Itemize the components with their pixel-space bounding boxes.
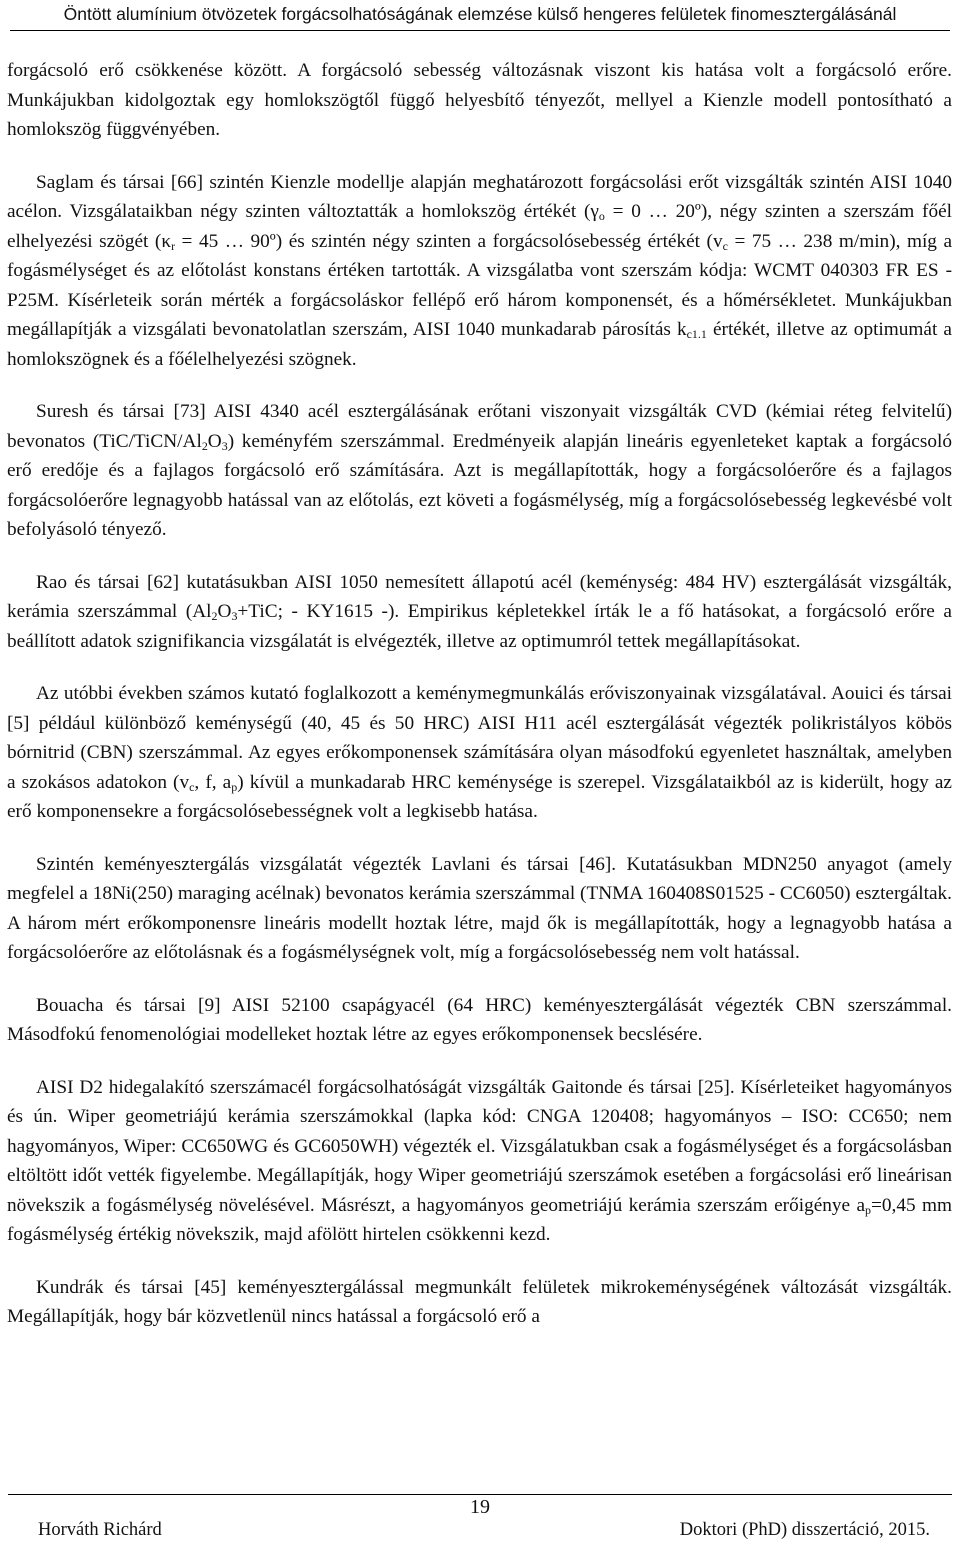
footer-author: Horváth Richárd <box>38 1520 162 1540</box>
paragraph-9: Kundrák és társai [45] keményesztergálással megmunkált felületek mikrokeménységének változását vizsgálták. Megállapítják, hogy bár közvetlenül nincs hatással a forgácsoló erő a <box>7 1276 952 1327</box>
page-number: 19 <box>470 1496 490 1518</box>
paragraph-1: forgácsoló erő csökkenése között. A forgácsoló sebesség változásnak viszont kis hatása volt a forgácsoló erőre. Munkájukban kidolgoztak egy homlokszögtől függő helyesbítő tényezőt, mellyel a Kienzle modell pontosítható a homlokszög függvényében. <box>7 60 952 140</box>
paragraph-8: AISI D2 hidegalakító szerszámacél forgácsolhatóságát vizsgálták Gaitonde és társai [25]. Kísérleteiket hagyományos és ún. Wiper geometriájú kerámia szerszámokkal (lapka kód: CNGA 120408; hagyományos – ISO: CC650; nem hagyományos, Wiper: CC650WG és GC6050WH) végezték el. Vizsgálatukban csak a fogásmélységet és a forgácsolásban eltöltött időt vették figyelembe. Megállapítják, hogy Wiper geometriájú szerszámok esetében a forgácsolási erő lineárisan növekszik a fogásmélység növelésével. Másrészt, a hagyományos geometriájú kerámia szerszám erőigénye $a_p=0,45$ mm fogásmélység értékig növekszik, majd afölött hirtelen csökkenni kezd. <box>7 1076 952 1245</box>
footer-thesis-label: Doktori (PhD) disszertáció, 2015. <box>679 1520 930 1540</box>
paragraph-4: Rao és társai [62] kutatásukban AISI 1050 nemesített állapotú acél (keménység: 484 HV) esztergálását vizsgálták, kerámia szerszámmal ($Al_2O_3+TiC$; - KY1615 -). Empirikus képletekkel írták le a fő hatásokat, a forgácsoló erőre a beállított adatok szignifikancia vizsgálatát is elvégezték, illetve az optimumról tettek megállapításokat. <box>7 571 952 652</box>
paragraph-3: Suresh és társai [73] AISI 4340 acél esztergálásának erőtani viszonyait vizsgálták CVD (kémiai réteg felvitelű) bevonatos $(TiC/TiCN/Al_2O_3)$ keményfém szerszámmal. Eredményeik alapján lineáris egyenleteket kaptak a forgácsoló erő eredője és a fajlagos forgácsoló erő számítására. Azt is megállapították, hogy a forgácsolóerőre és a fajlagos forgácsolóerőre legnagyobb hatással van az előtolás, ezt követi a fogásmélység, míg a forgácsolósebesség legkevésbé volt befolyásoló tényező. <box>7 401 952 540</box>
paragraph-5: Az utóbbi években számos kutató foglalkozott a keménymegmunkálás erőviszonyainak vizsgálatával. Aouici és társai [5] például különböző keménységű (40, 45 és 50 HRC) AISI H11 acél esztergálását végezték polikristályos köbös bórnitrid (CBN) szerszámmal. Az egyes erőkomponensek számítására olyan másodfokú egyenletet használtak, amelyben a szokásos adatokon ($v_c$, f, $a_p$) kívül a munkadarab HRC keménysége is szerepel. Vizsgálataikból az is kiderült, hogy az erő komponensekre a forgácsolósebességnek volt a legkisebb hatása. <box>7 683 952 822</box>
body-text <box>7 56 952 1355</box>
footer-rule <box>8 1494 952 1495</box>
running-header: Öntött alumínium ötvözetek forgácsolhatóságának elemzése külső hengeres felületek finomesztergálásánál <box>10 0 950 31</box>
paragraph-6: Szintén keményesztergálás vizsgálatát végezték Lavlani és társai [46]. Kutatásukban MDN250 anyagot (amely megfelel a 18Ni(250) maraging acélnak) bevonatos kerámia szerszámmal (TNMA 160408S01525 - CC6050) esztergáltak. A három mért erőkomponensre lineáris modellt hoztak létre, majd ők is megállapították, hogy a legnagyobb hatása a forgácsolóerőre az előtolásnak és a fogásmélységnek volt, míg a forgácsolósebesség nem volt hatással. <box>7 853 952 963</box>
paragraph-7: Bouacha és társai [9] AISI 52100 csapágyacél (64 HRC) keményesztergálását végezték CBN szerszámmal. Másodfokú fenomenológiai modelleket hoztak létre az egyes erőkomponensek becslésére. <box>7 994 952 1045</box>
paragraph-2: Saglam és társai [66] szintén Kienzle modellje alapján meghatározott forgácsolási erőt vizsgálták szintén AISI 1040 acélon. Vizsgálataikban négy szinten változtatták a homlokszög értékét ($\gamma_o = 0$ … 20º), négy szinten a szerszám főél elhelyezési szögét ($\kappa_r = 45$ … 90º) és szintén négy szinten a forgácsolósebesség értékét ($v_c = 75$ … 238 m/min), míg a fogásmélységet és az előtolást konstans értéken tartották. A vizsgálatba vont szerszám kódja: WCMT 040303 FR ES - P25M. Kísérleteik során mérték a forgácsoláskor fellépő erő három komponensét, és a hőmérsékletet. Munkájukban megállapítják a vizsgálati bevonatolatlan szerszám, AISI 1040 munkadarab párosítás $k_{c1.1}$ értékét, illetve az optimumát a homlokszögnek és a főélelhelyezési szögnek. <box>7 171 953 370</box>
